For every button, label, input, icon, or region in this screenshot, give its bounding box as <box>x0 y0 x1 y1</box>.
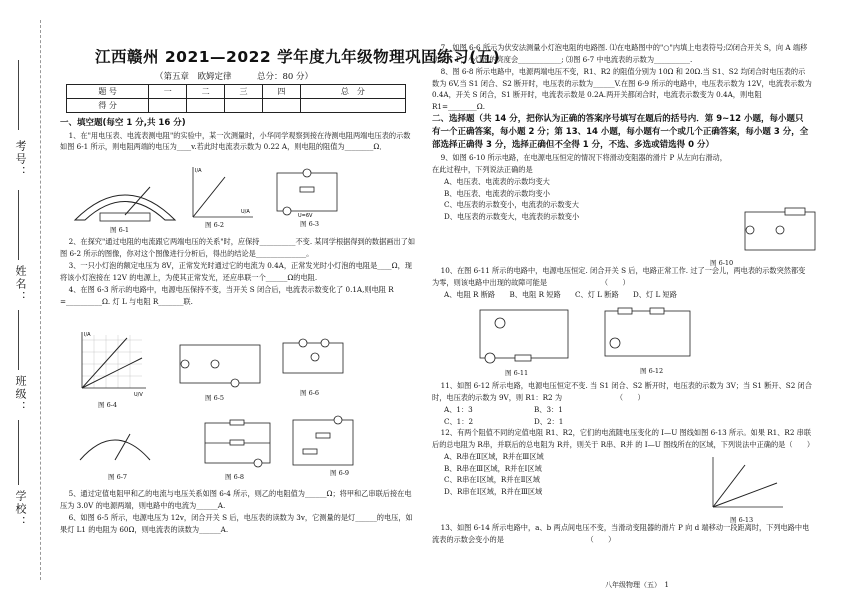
figure-6-9-caption: 图 6-9 <box>330 469 350 477</box>
circuit-6-6 <box>275 335 350 380</box>
question-4: 4、在图 6-3 所示的电路中，电源电压保持不变，当开关 S 闭合后，电流表示数变化了 0.1A,则电阻 R =__________Ω. 灯 L 与电阻 R_______联. <box>60 285 394 306</box>
score-row <box>67 99 406 113</box>
q9-option-c: C、电压表的示数变小，电流表的示数变大 <box>444 200 579 209</box>
score-cell: 题 号 <box>67 85 149 99</box>
question-7: 7、如图 6-6 所示为伏安法测量小灯泡电阻的电路图. ⑴在电路图中的"○"内填上电表符号;⑵闭合开关 S，向 A 端移动滑片 P，小灯泡的亮度会____________; ⑶图 6-7 中电流表的示数为__________. <box>432 43 808 64</box>
xingming-line <box>18 190 19 260</box>
score-cell: 得 分 <box>67 99 149 113</box>
right-column-q10 <box>432 265 812 301</box>
page-title: 江西赣州 2021—2022 学年度九年级物理巩固练习(五) <box>95 48 501 66</box>
q11-option-b: B、3：1 <box>534 405 563 414</box>
question-9-block <box>432 152 732 222</box>
figure-6-4-caption: 图 6-4 <box>98 401 118 409</box>
question-2: 2、在探究"通过电阻的电流跟它两端电压的关系"时，应保持__________不变. 某同学根据得到的数据画出了如图 6-2 所示的图像，你对这个图像进行分析后，得出的结论是______________。 <box>60 237 416 258</box>
question-13: 13、如图 6-14 所示电路中，a、b 两点间电压不变，当滑动变阻器的滑片 P 向 d 端移动一段距离时，下列电路中电流表的示数会变小的是 （ ） <box>432 523 810 544</box>
q9-option-b: B、电压表、电流表的示数均变小 <box>444 188 550 198</box>
q12-option-a: A、R串在Ⅱ区域，R并在Ⅲ区域 <box>444 452 544 461</box>
iu-graph-6-2 <box>185 165 255 225</box>
question-6: 6、如图 6-5 所示，电源电压为 12v，闭合开关 S 后，电压表的读数为 3v，它测量的是灯______的电压，如果灯 L1 的电阻为 60Ω，则电流表的读数为______A. <box>60 513 413 534</box>
right-column-q13 <box>432 522 812 546</box>
iu-graph-6-4 <box>72 330 152 400</box>
score-cell: 三 <box>225 85 263 99</box>
figure-6-10-caption: 图 6-10 <box>710 259 734 267</box>
figure-6-3-caption: 图 6-3 <box>300 220 320 228</box>
question-12: 12、有两个阻值不同的定值电阻 R1、R2，它们的电流随电压变化的 I—U 图线如图 6-13 所示。如果 R1、R2 串联后的总电阻为 R串，并联后的总电阻为 R并，则关于 R串、R并 的 I—U 图线所在的区域，下列说法中正确的是（ ） <box>432 428 815 449</box>
figure-6-7-caption: 图 6-7 <box>108 473 128 481</box>
binding-dashed-line <box>40 20 41 580</box>
right-column <box>432 42 812 222</box>
q11-options-row2 <box>432 416 812 428</box>
circuit-6-9 <box>288 415 358 470</box>
score-cell[interactable] <box>225 99 263 113</box>
score-cell[interactable] <box>187 99 225 113</box>
xuexiao-line <box>18 420 19 485</box>
q10-options: A、电阻 R 断路 B、电阻 R 短路 C、灯 L 断路 D、灯 L 短路 <box>444 290 677 299</box>
figure-6-1-caption: 图 6-1 <box>110 226 130 234</box>
figure-6-12-caption: 图 6-12 <box>640 367 664 375</box>
left-column-bottom <box>60 488 415 536</box>
q9-option-a: A、电压表、电流表的示数均变大 <box>444 177 550 186</box>
left-column-mid <box>60 236 415 308</box>
graph-xlabel: U/V <box>134 392 143 398</box>
q11-option-a: A、1：3 <box>444 405 473 414</box>
figure-6-2-caption: 图 6-2 <box>205 221 225 229</box>
circuit-6-5 <box>175 340 265 390</box>
xingming-label: 姓名： <box>14 265 27 304</box>
xuexiao-label: 学校： <box>14 490 27 529</box>
q11-options-row1 <box>432 404 812 416</box>
question-8: 8、图 6-8 所示电路中，电源两端电压不变，R1、R2 的阻值分别为 10Ω 和 20Ω.当 S1、S2 均闭合时电压表的示数为 6V,当 S1 闭合、S2 断开时，电压表的示数为______V.在图 6-9 所示的电路中，电压表示数为 12V，电流表示数为 0.4A，开关 S 闭合，S1 断开时，电流表示数是 0.2A.两开关都闭合时，电流表示数变为 0.4A，则电阻 R1=________Ω. <box>432 67 812 111</box>
iu-graph-6-13 <box>705 455 785 515</box>
score-cell[interactable] <box>149 99 187 113</box>
question-3: 3、一只小灯泡的额定电压为 8V，正常发光时通过它的电流为 0.4A，正常发光时小灯泡的电阻是____Ω，现将该小灯泡接在 12V 的电源上，为使其正常发光，还应串联一个______Ω的电阻. <box>60 261 412 282</box>
q11-option-d: D、2：1 <box>534 416 564 426</box>
graph-xlabel: U/A <box>241 209 250 215</box>
score-header-row <box>67 85 406 99</box>
figure-6-8-caption: 图 6-8 <box>225 473 245 481</box>
circuit-6-8 <box>200 418 275 470</box>
banji-label: 班级： <box>14 375 27 414</box>
graph-ylabel: I/A <box>84 332 91 338</box>
graph-ylabel: I/A <box>195 168 202 174</box>
circuit-6-10 <box>740 200 820 255</box>
question-1: 1、在"用电压表、电流表测电阻"的实验中，某一次测量时，小华同学观察到接在待测电阻两端电压表的示数如图 6-1 所示，则电阻两端的电压为____v.若此时电流表示数为 0.22 A，则电阻的阻值为________Ω． <box>60 130 411 151</box>
question-11: 11、如图 6-12 所示电路，电源电压恒定不变. 当 S1 闭合、S2 断开时，电压表的示数为 3V；当 S1 断开、S2 闭合时，电压表的示数为 9V，则 R1：R2 为 （ ） <box>432 381 812 402</box>
banji-line <box>18 310 19 370</box>
voltage-label: U=6V <box>298 213 313 219</box>
section2-heading: 二、选择题（共 14 分，把你认为正确的答案序号填写在题后的括号内．第 9~12 小题，每小题只有一个正确答案，每小题 2 分；第 13、14 小题，每小题有一个或几个正确答案，每小题 3 分，全部选择正确得 3 分，选择正确但不全得 1 分，不选、多选或错选得 0 分） <box>432 114 809 150</box>
score-cell: 二 <box>187 85 225 99</box>
question-9: 9、如图 6-10 所示电路，在电源电压恒定的情况下将滑动变阻器的滑片 P 从左向右滑动，在此过程中，下列说法正确的是 <box>432 153 727 174</box>
left-column <box>60 118 415 154</box>
q9-option-d: D、电压表的示数变大，电流表的示数变小 <box>444 211 580 221</box>
score-table <box>66 84 406 113</box>
ammeter-dial-figure <box>70 175 180 225</box>
circuit-6-11 <box>475 305 575 365</box>
page-subtitle: （第五章 欧姆定律 总分：80 分） <box>155 72 314 82</box>
question-5: 5、通过定值电阻甲和乙的电流与电压关系如图 6-4 所示，则乙的电阻值为______Ω；将甲和乙串联后接在电压为 3.0V 的电源两端，则电路中的电流为______A. <box>60 489 412 510</box>
score-cell: 总 分 <box>300 85 405 99</box>
q12-option-b: B、R串在Ⅲ区域，R并在Ⅰ区域 <box>444 463 542 473</box>
q12-option-c: C、R串在Ⅰ区域，R并在Ⅱ区域 <box>444 475 540 484</box>
figure-6-6-caption: 图 6-6 <box>300 389 320 397</box>
score-cell: 四 <box>262 85 300 99</box>
score-cell[interactable] <box>300 99 405 113</box>
circuit-6-12 <box>600 303 695 363</box>
q12-option-d: D、R串在Ⅰ区域，R并在Ⅲ区域 <box>444 486 543 496</box>
kaohao-line <box>18 60 19 130</box>
page-footer: 八年级物理（五） 1 <box>605 581 669 589</box>
circuit-6-3 <box>272 165 344 220</box>
kaohao-label: 考号： <box>14 140 27 179</box>
figure-6-13-caption: 图 6-13 <box>730 516 754 524</box>
score-cell: 一 <box>149 85 187 99</box>
figure-6-5-caption: 图 6-5 <box>205 394 225 402</box>
score-cell[interactable] <box>262 99 300 113</box>
q11-option-c: C、1：2 <box>444 416 474 426</box>
section1-heading: 一、填空题(每空 1 分,共 16 分) <box>60 118 186 128</box>
figure-6-11-caption: 图 6-11 <box>505 369 529 377</box>
ammeter-dial-6-7 <box>75 420 155 465</box>
question-10: 10、在图 6-11 所示的电路中，电源电压恒定. 闭合开关 S 后，电路正常工作. 过了一会儿，两电表的示数突然都变为零，则该电路中出现的故障可能是 （ ） <box>432 266 806 287</box>
